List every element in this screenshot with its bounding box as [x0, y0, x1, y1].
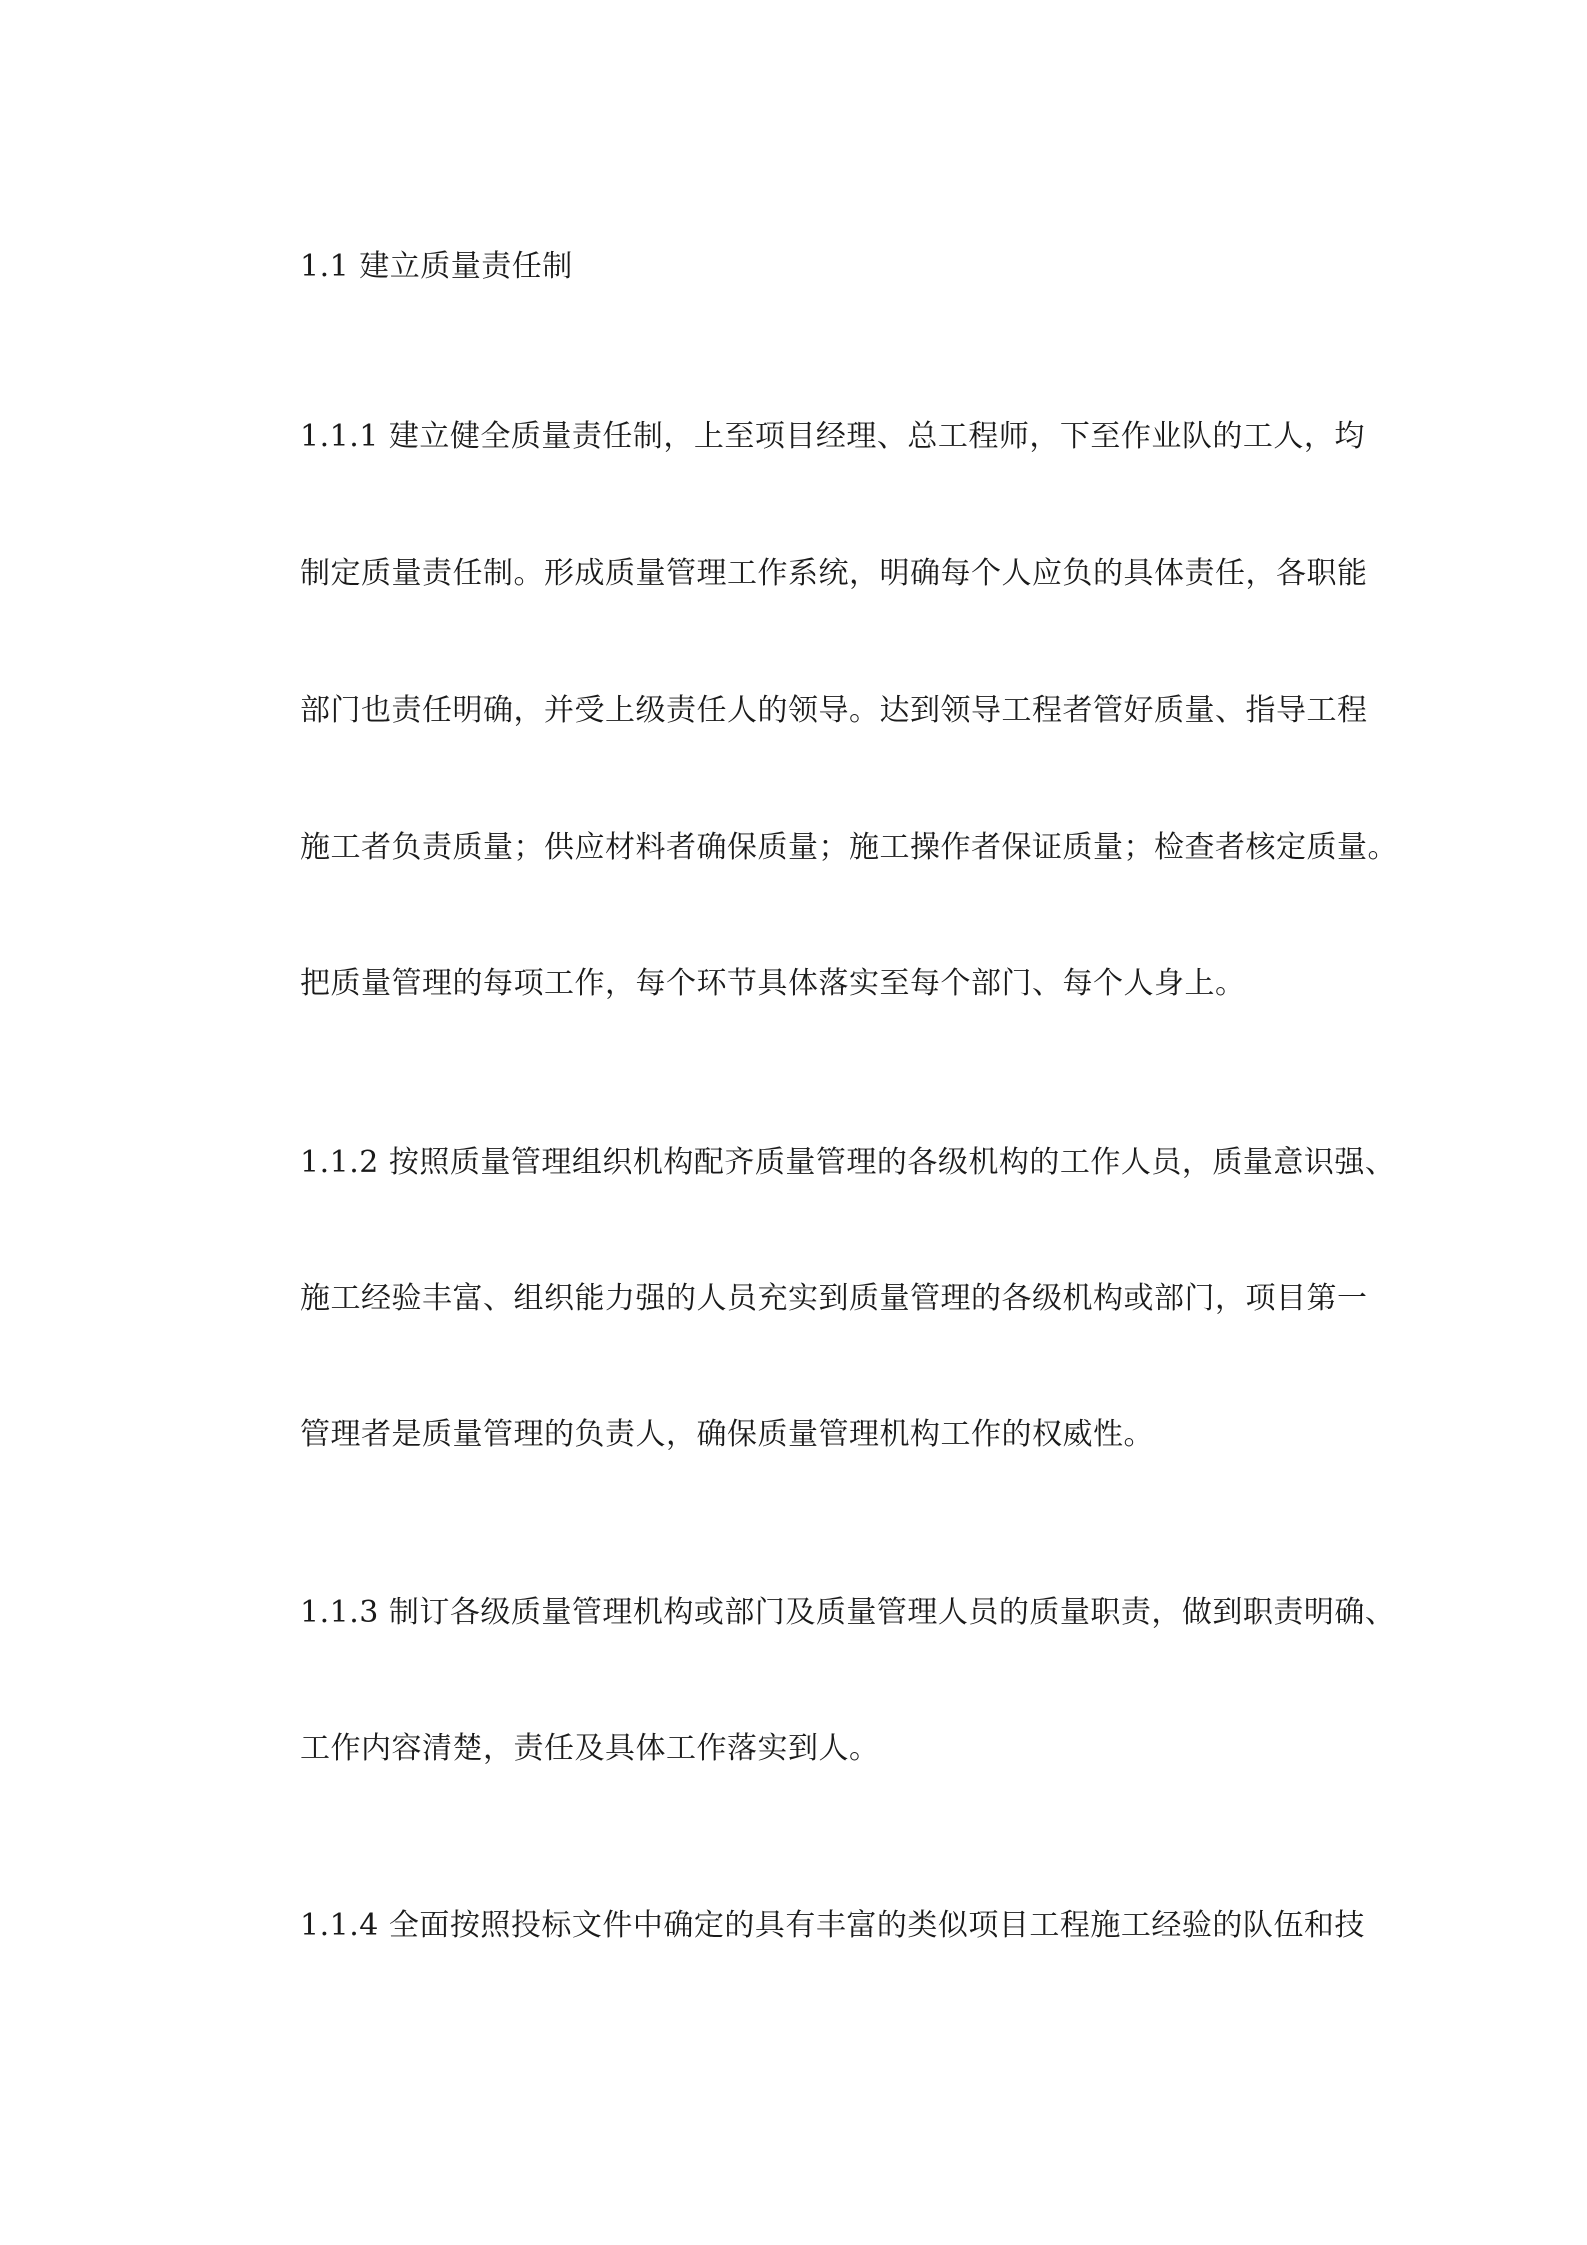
paragraph-1-line-4: 施工者负责质量；供应材料者确保质量；施工操作者保证质量；检查者核定质量。	[300, 830, 1398, 865]
paragraph-1-line-3: 部门也责任明确，并受上级责任人的领导。达到领导工程者管好质量、指导工程	[300, 693, 1368, 728]
paragraph-1-line-2: 制定质量责任制。形成质量管理工作系统，明确每个人应负的具体责任，各职能	[300, 556, 1368, 591]
paragraph-1-line-1: 1.1.1 建立健全质量责任制，上至项目经理、总工程师，下至作业队的工人，均	[300, 419, 1365, 454]
paragraph-3-line-2: 工作内容清楚，责任及具体工作落实到人。	[300, 1731, 880, 1766]
paragraph-2-line-1: 1.1.2 按照质量管理组织机构配齐质量管理的各级机构的工作人员，质量意识强、	[300, 1145, 1396, 1180]
section-heading: 1.1 建立质量责任制	[300, 249, 573, 284]
paragraph-2-line-2: 施工经验丰富、组织能力强的人员充实到质量管理的各级机构或部门，项目第一	[300, 1281, 1368, 1316]
paragraph-1-line-5: 把质量管理的每项工作，每个环节具体落实至每个部门、每个人身上。	[300, 966, 1246, 1001]
paragraph-2-line-3: 管理者是质量管理的负责人，确保质量管理机构工作的权威性。	[300, 1417, 1154, 1452]
paragraph-4-line-1: 1.1.4 全面按照投标文件中确定的具有丰富的类似项目工程施工经验的队伍和技	[300, 1908, 1365, 1943]
paragraph-3-line-1: 1.1.3 制订各级质量管理机构或部门及质量管理人员的质量职责，做到职责明确、	[300, 1595, 1396, 1630]
